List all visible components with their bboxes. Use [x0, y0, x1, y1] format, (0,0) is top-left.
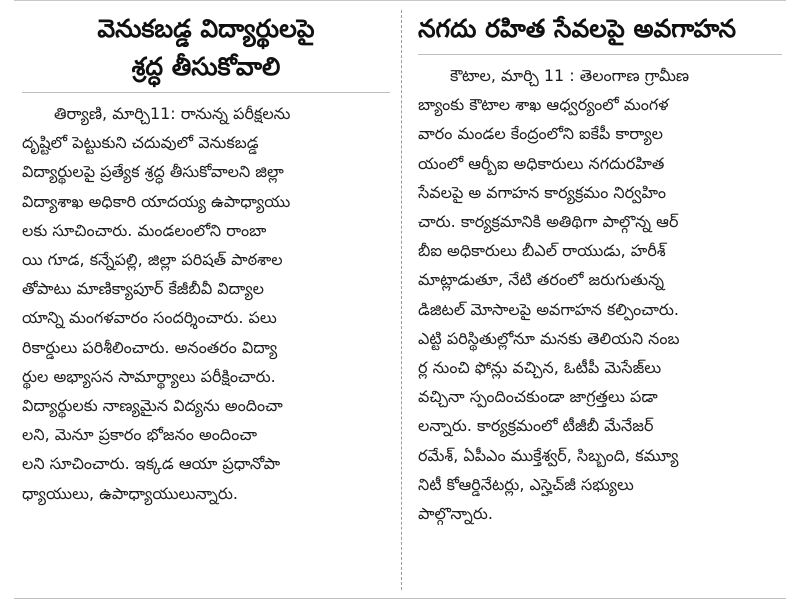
body-line: వచ్చినా స్పందించకుండా జాగ్రత్తలు పడా [418, 387, 658, 407]
body-line: విద్యార్థులకు నాణ్యమైన విద్యను అందించా [22, 396, 283, 416]
article-right-headline [418, 10, 782, 48]
body-line: ధ్యాయులు, ఉపాధ్యాయులున్నారు. [22, 483, 238, 503]
body-line: తోపాటు మాణిక్యాపూర్ కేజీబీవీ విద్యాల [22, 279, 264, 299]
body-line: రికార్డులు పరిశీలించారు. అనంతరం విద్యా [22, 337, 278, 357]
article-left-headline [22, 10, 390, 86]
body-line: బీఐ అధికారులు బీఎల్ రాయుడు, హరీశ్ [418, 241, 666, 261]
body-line: సేవలపై అ వగాహన కార్యక్రమం నిర్వహిం [418, 182, 666, 202]
body-line: నిటీ కోఆర్డినేటర్లు, ఎస్హెచ్‌జీ సభ్యులు [418, 474, 634, 494]
article-right-body [418, 61, 782, 528]
body-line: కౌటాల, మార్చి 11 : తెలంగాణ గ్రామీణ [450, 66, 690, 85]
headline-line: నగదు రహిత సేవలపై అవగాహన [418, 14, 737, 43]
body-line: విద్యాశాఖ అధికారి యాదయ్య ఉపాధ్యాయు [22, 191, 291, 211]
body-line: వారం మండల కేంద్రంలోని ఐకేపీ కార్యాల [418, 124, 664, 144]
body-line: లకు సూచించారు. మండలంలోని రాంబా [22, 220, 267, 240]
body-line: తిర్యాణి, మార్చి11: రానున్న పరీక్షలను [54, 104, 291, 123]
body-line: ఎట్టి పరిస్థితుల్లోనూ మనకు తెలియని నంబ [418, 328, 680, 348]
body-line: లని, మెనూ ప్రకారం భోజనం అందించా [22, 425, 257, 445]
body-line: లని సూచించారు. ఇక్కడ ఆయా ప్రధానోపా [22, 454, 281, 474]
body-line: యంలో ఆర్బీఐ అధికారులు నగదురహిత [418, 153, 665, 173]
bottom-border-rule [14, 598, 786, 599]
headline-line: వెనుకబడ్డ విద్యార్థులపై [97, 14, 315, 43]
headline-divider [418, 54, 782, 55]
headline-divider [22, 92, 390, 93]
body-line: రమేశ్, ఏపీఎం ముక్తేశ్వర్, సిబ్బంది, కమ్యూ [418, 445, 679, 465]
top-border-rule [14, 0, 786, 1]
column-divider [401, 10, 402, 590]
body-line: ర్థుల అభ్యాసన సామార్థ్యాలు పరీక్షించారు. [22, 366, 276, 386]
body-line: చారు. కార్యక్రమానికి అతిథిగా పాల్గొన్న ఆర్ [418, 212, 679, 232]
body-line: యాన్ని మంగళవారం సందర్శించారు. పలు [22, 308, 277, 328]
article-left [14, 10, 394, 508]
body-line: పాల్గొన్నారు. [418, 504, 493, 524]
body-line: యి గూడ, కన్నేపల్లి, జిల్లా పరిషత్ పాఠశాల [22, 250, 283, 270]
body-line: దృష్టిలో పెట్టుకుని చదువులో వెనుకబడ్డ [22, 133, 259, 153]
body-line: విద్యార్థులపై ప్రత్యేక శ్రద్ధ తీసుకోవాలని జిల్లా [22, 162, 284, 182]
body-line: బ్యాంకు కౌటాల శాఖ ఆధ్వర్యంలో మంగళ [418, 95, 669, 115]
headline-line: శ్రద్ధ తీసుకోవాలి [131, 52, 281, 81]
article-left-body [22, 99, 390, 508]
article-right [410, 10, 786, 528]
body-line: ర్ల నుంచి ఫోన్లు వచ్చిన, ఓటీపీ మెసేజ్‌లు [418, 358, 662, 378]
body-line: లన్నారు. కార్యక్రమంలో టీజీబీ మేనేజర్ [418, 416, 654, 436]
body-line: డిజిటల్ మోసాలపై అవగాహన కల్పించారు. [418, 299, 680, 319]
body-line: మాట్లాడుతూ, నేటి తరంలో జరుగుతున్న [418, 270, 665, 290]
